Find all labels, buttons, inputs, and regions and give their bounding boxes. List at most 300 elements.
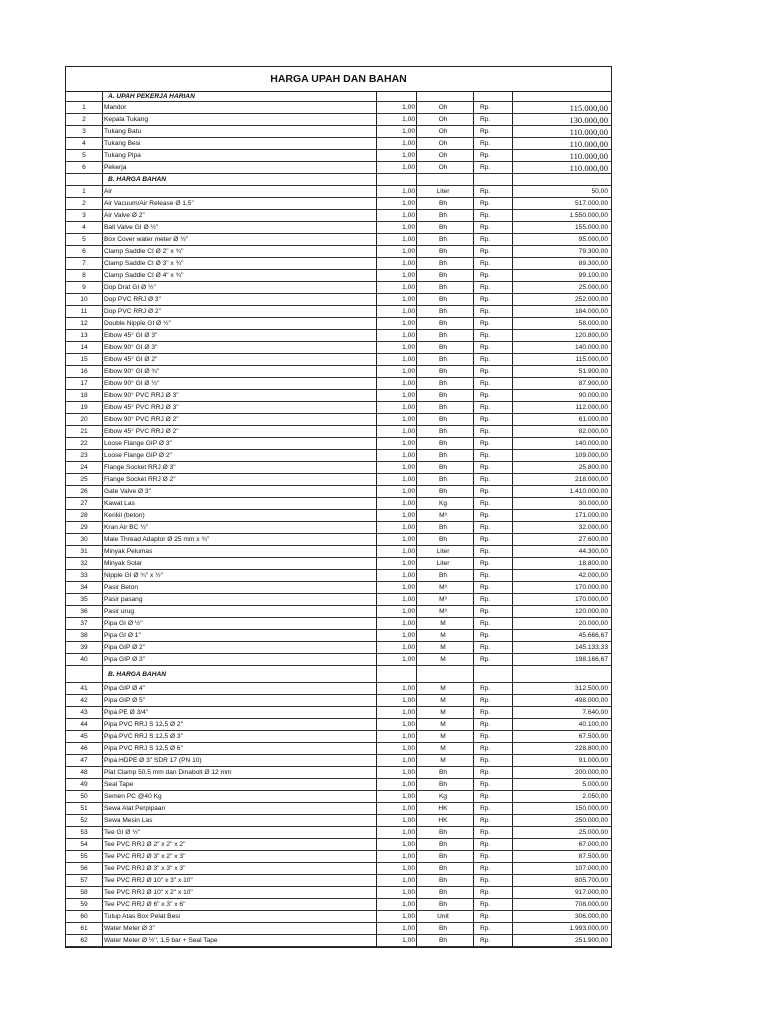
row-number: 2 — [82, 116, 86, 123]
item-unit: HK — [438, 817, 448, 824]
currency-label: Rp. — [480, 224, 491, 231]
table-row — [66, 570, 611, 582]
item-description: Clamp Saddle CI Ø 3" x ¾" — [104, 260, 184, 267]
item-description: Pipa PVC RRJ S 12,5 Ø 6" — [104, 745, 183, 752]
row-number: 41 — [80, 685, 88, 692]
row-number: 1 — [82, 188, 86, 195]
item-price: 170.000,00 — [574, 596, 608, 603]
currency-label: Rp. — [480, 272, 491, 279]
item-price: 67.500,00 — [578, 733, 608, 740]
table-row — [66, 366, 611, 378]
currency-label: Rp. — [480, 500, 491, 507]
item-price: 1.550.000,00 — [569, 212, 608, 219]
item-unit: Oh — [438, 128, 448, 135]
table-row — [66, 498, 611, 510]
item-price: 251.900,00 — [574, 937, 608, 944]
item-quantity: 1,00 — [402, 524, 415, 531]
item-unit: Bh — [438, 392, 448, 399]
table-row — [66, 270, 611, 282]
item-unit: Bh — [438, 536, 448, 543]
row-number: 49 — [80, 781, 88, 788]
row-number: 14 — [80, 344, 88, 351]
item-unit: Oh — [438, 116, 448, 123]
currency-label: Rp. — [480, 913, 491, 920]
table-row — [66, 474, 611, 486]
table-row — [66, 558, 611, 570]
item-price: 25.000,00 — [578, 829, 608, 836]
item-unit: Bh — [438, 769, 448, 776]
item-price: 252.000,00 — [574, 296, 608, 303]
row-number: 17 — [80, 380, 88, 387]
item-quantity: 1,00 — [402, 224, 415, 231]
row-number: 27 — [80, 500, 88, 507]
section-title: A. UPAH PEKERJA HARIAN — [108, 93, 195, 100]
item-quantity: 1,00 — [402, 200, 415, 207]
item-quantity: 1,00 — [402, 500, 415, 507]
row-number: 34 — [80, 584, 88, 591]
item-description: Pekerja — [104, 164, 127, 171]
item-description: Sewa Alat Perpipaan — [104, 805, 166, 812]
item-price: 58.000,00 — [578, 320, 608, 327]
section-title: B. HARGA BAHAN — [108, 671, 166, 678]
item-quantity: 1,00 — [402, 709, 415, 716]
table-row — [66, 630, 611, 642]
item-quantity: 1,00 — [402, 536, 415, 543]
item-unit: M — [440, 685, 446, 692]
item-unit: Kg — [438, 793, 448, 800]
item-price: 25.000,00 — [578, 284, 608, 291]
item-price: 140.000,00 — [574, 344, 608, 351]
item-unit: Bh — [438, 524, 448, 531]
item-quantity: 1,00 — [402, 296, 415, 303]
currency-label: Rp. — [480, 817, 491, 824]
item-price: 95.000,00 — [578, 236, 608, 243]
item-price: 312.500,00 — [574, 685, 608, 692]
item-price: 107.000,00 — [574, 865, 608, 872]
item-quantity: 1,00 — [402, 452, 415, 459]
item-price: 517.000,00 — [574, 200, 608, 207]
item-unit: Bh — [438, 236, 448, 243]
row-number: 50 — [80, 793, 88, 800]
row-number: 23 — [80, 452, 88, 459]
row-number: 32 — [80, 560, 88, 567]
currency-label: Rp. — [480, 344, 491, 351]
item-unit: Bh — [438, 332, 448, 339]
item-price: 40.100,00 — [578, 721, 608, 728]
row-number: 18 — [80, 392, 88, 399]
item-quantity: 1,00 — [402, 332, 415, 339]
item-description: Pipa GIP Ø 2" — [104, 644, 146, 651]
item-unit: M³ — [439, 596, 447, 603]
table-row — [66, 198, 611, 210]
item-quantity: 1,00 — [402, 608, 415, 615]
item-quantity: 1,00 — [402, 925, 415, 932]
table-row — [66, 642, 611, 654]
item-unit: Bh — [438, 829, 448, 836]
item-price: 805.700,00 — [574, 877, 608, 884]
item-quantity: 1,00 — [402, 721, 415, 728]
row-number: 25 — [80, 476, 88, 483]
item-quantity: 1,00 — [402, 140, 415, 147]
row-number: 53 — [80, 829, 88, 836]
currency-label: Rp. — [480, 284, 491, 291]
currency-label: Rp. — [480, 769, 491, 776]
row-number: 13 — [80, 332, 88, 339]
item-unit: Unit — [437, 913, 449, 920]
table-row — [66, 162, 611, 174]
item-unit: M — [440, 620, 446, 627]
item-description: Seal Tape — [104, 781, 134, 788]
item-price: 145.133,33 — [574, 644, 608, 651]
currency-label: Rp. — [480, 452, 491, 459]
item-price: 82.000,00 — [578, 428, 608, 435]
item-price: 27.600,00 — [578, 536, 608, 543]
row-number: 61 — [80, 925, 88, 932]
currency-label: Rp. — [480, 721, 491, 728]
item-quantity: 1,00 — [402, 781, 415, 788]
currency-label: Rp. — [480, 116, 491, 123]
currency-label: Rp. — [480, 308, 491, 315]
item-description: Clamp Saddle CI Ø 4" x ¾" — [104, 272, 184, 279]
row-number: 46 — [80, 745, 88, 752]
item-quantity: 1,00 — [402, 656, 415, 663]
item-quantity: 1,00 — [402, 632, 415, 639]
item-price: 5.000,00 — [582, 781, 608, 788]
item-price: 171.000,00 — [574, 512, 608, 519]
table-row — [66, 534, 611, 546]
item-price: 90.000,00 — [578, 392, 608, 399]
row-number: 4 — [82, 224, 86, 231]
item-unit: Bh — [438, 889, 448, 896]
item-quantity: 1,00 — [402, 877, 415, 884]
currency-label: Rp. — [480, 356, 491, 363]
row-number: 44 — [80, 721, 88, 728]
table-row — [66, 294, 611, 306]
item-quantity: 1,00 — [402, 404, 415, 411]
table-row — [66, 791, 611, 803]
item-quantity: 1,00 — [402, 488, 415, 495]
section-title: B. HARGA BAHAN — [108, 176, 166, 183]
item-quantity: 1,00 — [402, 829, 415, 836]
section-header — [66, 174, 611, 186]
table-row — [66, 815, 611, 827]
item-description: Mandor — [104, 104, 127, 111]
table-row — [66, 450, 611, 462]
row-number: 20 — [80, 416, 88, 423]
item-quantity: 1,00 — [402, 512, 415, 519]
item-price: 917.000,00 — [574, 889, 608, 896]
row-number: 24 — [80, 464, 88, 471]
table-row — [66, 150, 611, 162]
item-quantity: 1,00 — [402, 548, 415, 555]
item-description: Sewa Mesin Las — [104, 817, 153, 824]
item-price: 140.000,00 — [574, 440, 608, 447]
item-unit: Bh — [438, 572, 448, 579]
item-unit: Bh — [438, 212, 448, 219]
item-quantity: 1,00 — [402, 236, 415, 243]
item-description: Semen PC @40 Kg — [104, 793, 162, 800]
row-number: 51 — [80, 805, 88, 812]
item-description: Tukang Batu — [104, 128, 142, 135]
item-unit: Bh — [438, 452, 448, 459]
item-price: 1.993.000,00 — [569, 925, 608, 932]
item-unit: Bh — [438, 416, 448, 423]
currency-label: Rp. — [480, 793, 491, 800]
item-unit: Kg — [438, 500, 448, 507]
item-unit: Bh — [438, 356, 448, 363]
item-description: Tukang Besi — [104, 140, 141, 147]
item-unit: Bh — [438, 937, 448, 944]
item-description: Pipa PE Ø 3/4" — [104, 709, 149, 716]
item-unit: Bh — [438, 781, 448, 788]
table-row — [66, 839, 611, 851]
item-description: Clamp Saddle CI Ø 2" x ¾" — [104, 248, 184, 255]
item-unit: HK — [438, 805, 448, 812]
item-unit: Liter — [436, 188, 450, 195]
currency-label: Rp. — [480, 188, 491, 195]
item-quantity: 1,00 — [402, 596, 415, 603]
item-quantity: 1,00 — [402, 769, 415, 776]
item-unit: Bh — [438, 925, 448, 932]
column-divider — [512, 91, 513, 947]
currency-label: Rp. — [480, 889, 491, 896]
table-row — [66, 138, 611, 150]
item-price: 110.000,00 — [569, 151, 608, 161]
row-number: 37 — [80, 620, 88, 627]
item-price: 110.000,00 — [569, 139, 608, 149]
item-quantity: 1,00 — [402, 757, 415, 764]
item-unit: Bh — [438, 877, 448, 884]
item-price: 45.666,67 — [578, 632, 608, 639]
table-row — [66, 546, 611, 558]
row-number: 3 — [82, 212, 86, 219]
row-number: 57 — [80, 877, 88, 884]
item-quantity: 1,00 — [402, 805, 415, 812]
item-description: Pipa GIP Ø 5" — [104, 697, 146, 704]
item-description: Elbow 45° GI Ø 3" — [104, 332, 158, 339]
currency-label: Rp. — [480, 584, 491, 591]
currency-label: Rp. — [480, 152, 491, 159]
row-number: 30 — [80, 536, 88, 543]
item-unit: Bh — [438, 260, 448, 267]
table-row — [66, 803, 611, 815]
row-number: 60 — [80, 913, 88, 920]
row-number: 6 — [82, 164, 86, 171]
item-description: Elbow 90° GI Ø 3" — [104, 344, 158, 351]
item-unit: Bh — [438, 428, 448, 435]
currency-label: Rp. — [480, 488, 491, 495]
item-unit: M³ — [439, 512, 447, 519]
item-unit: Bh — [438, 440, 448, 447]
item-quantity: 1,00 — [402, 152, 415, 159]
item-description: Water Meter Ø ½", 1,5 bar + Seal Tape — [104, 937, 218, 944]
currency-label: Rp. — [480, 404, 491, 411]
currency-label: Rp. — [480, 416, 491, 423]
currency-label: Rp. — [480, 392, 491, 399]
item-description: Elbow 45° PVC RRJ Ø 2" — [104, 428, 179, 435]
item-quantity: 1,00 — [402, 308, 415, 315]
row-number: 47 — [80, 757, 88, 764]
item-description: Tee GI Ø ½" — [104, 829, 141, 836]
item-description: Elbow 90° PVC RRJ Ø 3" — [104, 392, 179, 399]
item-price: 1.410.000,00 — [569, 488, 608, 495]
item-quantity: 1,00 — [402, 320, 415, 327]
row-number: 10 — [80, 296, 88, 303]
item-unit: Bh — [438, 224, 448, 231]
item-price: 61.000,00 — [578, 416, 608, 423]
currency-label: Rp. — [480, 236, 491, 243]
currency-label: Rp. — [480, 596, 491, 603]
row-number: 58 — [80, 889, 88, 896]
table-row — [66, 887, 611, 899]
currency-label: Rp. — [480, 164, 491, 171]
currency-label: Rp. — [480, 296, 491, 303]
column-divider — [416, 91, 417, 947]
item-price: 18.800,00 — [578, 560, 608, 567]
item-unit: Oh — [438, 164, 448, 171]
table-row — [66, 354, 611, 366]
row-number: 43 — [80, 709, 88, 716]
item-price: 120.800,00 — [574, 332, 608, 339]
item-quantity: 1,00 — [402, 584, 415, 591]
item-price: 708.000,00 — [574, 901, 608, 908]
item-quantity: 1,00 — [402, 164, 415, 171]
item-description: Kran Air BC ½" — [104, 524, 149, 531]
item-quantity: 1,00 — [402, 841, 415, 848]
currency-label: Rp. — [480, 128, 491, 135]
row-number: 38 — [80, 632, 88, 639]
item-unit: Liter — [436, 548, 450, 555]
item-description: Pasir urug — [104, 608, 135, 615]
row-number: 42 — [80, 697, 88, 704]
item-price: 120.000,00 — [574, 608, 608, 615]
currency-label: Rp. — [480, 248, 491, 255]
row-number: 9 — [82, 284, 86, 291]
table-row — [66, 767, 611, 779]
row-number: 2 — [82, 200, 86, 207]
currency-label: Rp. — [480, 632, 491, 639]
currency-label: Rp. — [480, 865, 491, 872]
item-description: Pipa GIP Ø 3" — [104, 656, 146, 663]
row-number: 59 — [80, 901, 88, 908]
table-row — [66, 606, 611, 618]
table-row — [66, 618, 611, 630]
item-price: 87.900,00 — [578, 380, 608, 387]
table-row — [66, 210, 611, 222]
table-row — [66, 282, 611, 294]
row-number: 5 — [82, 236, 86, 243]
item-description: Elbow 90° GI Ø ½" — [104, 380, 160, 387]
row-number: 15 — [80, 356, 88, 363]
item-unit: M — [440, 733, 446, 740]
item-description: Tukang Pipa — [104, 152, 141, 159]
item-unit: Bh — [438, 380, 448, 387]
currency-label: Rp. — [480, 697, 491, 704]
item-unit: Bh — [438, 296, 448, 303]
item-price: 112.000,00 — [575, 404, 608, 411]
item-unit: Bh — [438, 284, 448, 291]
row-number: 54 — [80, 841, 88, 848]
item-quantity: 1,00 — [402, 745, 415, 752]
item-quantity: 1,00 — [402, 188, 415, 195]
item-quantity: 1,00 — [402, 464, 415, 471]
item-description: Flange Socket RRJ Ø 3" — [104, 464, 176, 471]
item-description: Loose Flange GIP Ø 2" — [104, 452, 172, 459]
table-row — [66, 510, 611, 522]
item-price: 306.000,00 — [574, 913, 608, 920]
row-number: 29 — [80, 524, 88, 531]
row-number: 19 — [80, 404, 88, 411]
item-unit: M — [440, 697, 446, 704]
currency-label: Rp. — [480, 332, 491, 339]
item-description: Tee PVC RRJ Ø 2" x 2" x 2" — [104, 841, 186, 848]
table-row — [66, 126, 611, 138]
item-quantity: 1,00 — [402, 128, 415, 135]
table-row — [66, 258, 611, 270]
item-price: 32.000,00 — [578, 524, 608, 531]
item-price: 89.300,00 — [578, 260, 608, 267]
page-title: HARGA UPAH DAN BAHAN — [66, 67, 611, 92]
item-unit: Bh — [438, 248, 448, 255]
item-description: Loose Flange GIP Ø 3" — [104, 440, 172, 447]
item-quantity: 1,00 — [402, 865, 415, 872]
item-quantity: 1,00 — [402, 272, 415, 279]
table-row — [66, 582, 611, 594]
item-quantity: 1,00 — [402, 380, 415, 387]
item-description: Pipa HDPE Ø 3" SDR 17 (PN 10) — [104, 757, 202, 764]
item-description: Dop Drat GI Ø ½" — [104, 284, 156, 291]
item-unit: Bh — [438, 200, 448, 207]
item-description: Tee PVC RRJ Ø 10" x 3" x 10" — [104, 877, 193, 884]
currency-label: Rp. — [480, 608, 491, 615]
item-unit: Bh — [438, 344, 448, 351]
row-number: 3 — [82, 128, 86, 135]
row-number: 21 — [80, 428, 88, 435]
table-row — [66, 342, 611, 354]
row-number: 40 — [80, 656, 88, 663]
item-quantity: 1,00 — [402, 697, 415, 704]
item-price: 155.000,00 — [574, 224, 608, 231]
currency-label: Rp. — [480, 709, 491, 716]
row-number: 35 — [80, 596, 88, 603]
currency-label: Rp. — [480, 512, 491, 519]
currency-label: Rp. — [480, 925, 491, 932]
currency-label: Rp. — [480, 901, 491, 908]
item-quantity: 1,00 — [402, 344, 415, 351]
item-quantity: 1,00 — [402, 817, 415, 824]
section-header — [66, 666, 611, 683]
item-price: 79.300,00 — [578, 248, 608, 255]
item-description: Flange Socket RRJ Ø 2" — [104, 476, 176, 483]
item-price: 67.000,00 — [578, 841, 608, 848]
item-unit: Bh — [438, 488, 448, 495]
item-quantity: 1,00 — [402, 356, 415, 363]
currency-label: Rp. — [480, 476, 491, 483]
table-row — [66, 378, 611, 390]
row-number: 28 — [80, 512, 88, 519]
item-description: Water Meter Ø 3" — [104, 925, 155, 932]
table-row — [66, 863, 611, 875]
item-description: Kerikil (beton) — [104, 512, 145, 519]
row-number: 39 — [80, 644, 88, 651]
item-quantity: 1,00 — [402, 104, 415, 111]
item-unit: M — [440, 721, 446, 728]
item-description: Pipa GI Ø ½" — [104, 620, 143, 627]
item-description: Tee PVC RRJ Ø 3" x 3" x 3" — [104, 865, 186, 872]
item-price: 110.000,00 — [569, 163, 608, 173]
row-number: 11 — [80, 308, 88, 315]
item-quantity: 1,00 — [402, 428, 415, 435]
